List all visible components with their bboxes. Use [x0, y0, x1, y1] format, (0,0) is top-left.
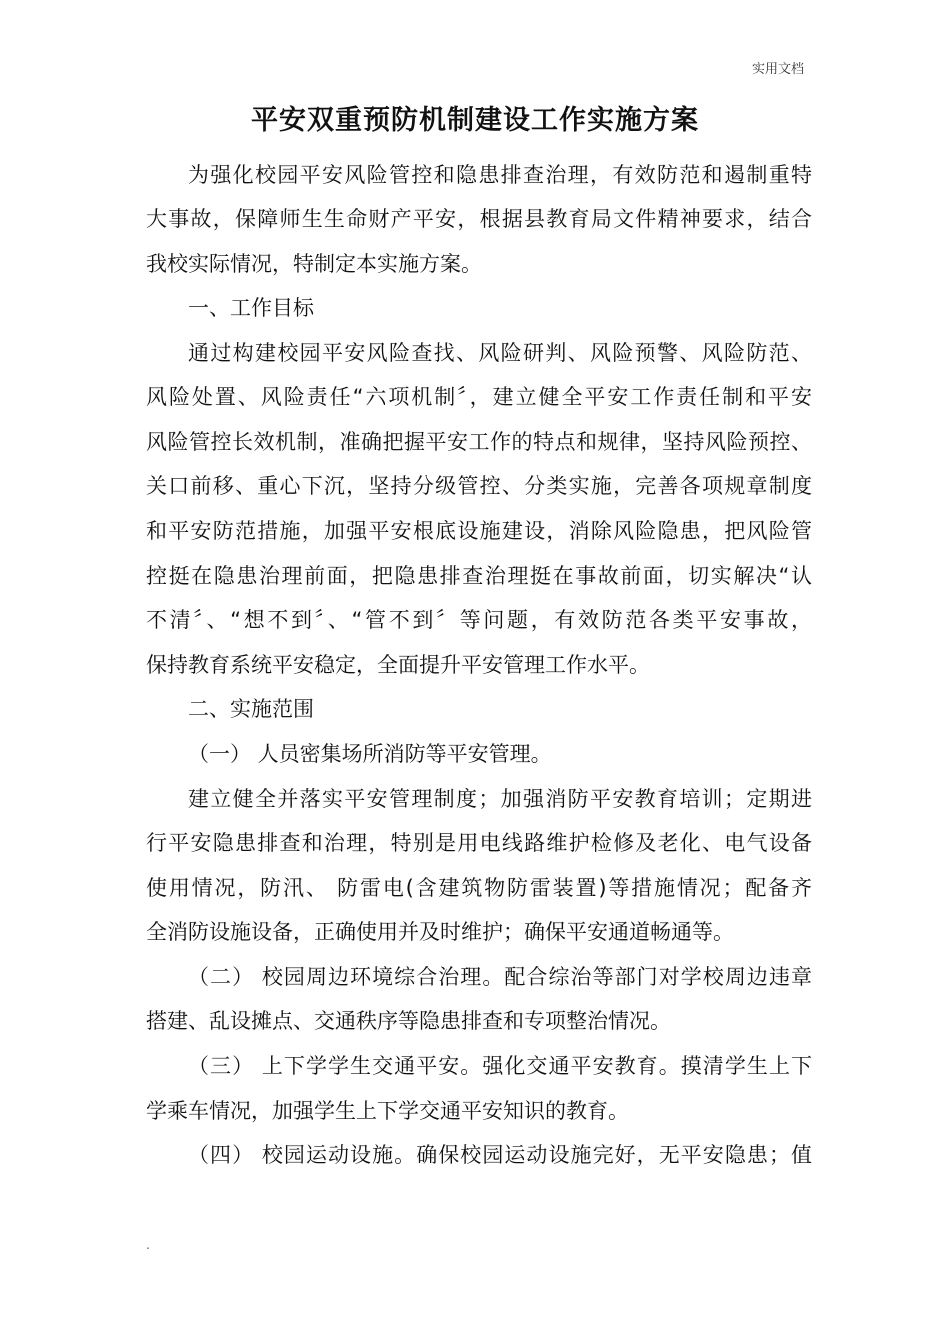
paragraph-line: 学乘车情况，加强学生上下学交通平安知识的教育。: [146, 1099, 629, 1123]
page-header-label: 实用文档: [752, 62, 805, 77]
paragraph-line: 不清〞、“想不到〞、“管不到〞等问题，有效防范各类平安事故，: [146, 608, 812, 632]
paragraph-line: 搭建、乱设摊点、交通秩序等隐患排查和专项整治情况。: [146, 1009, 671, 1033]
section-heading: 二、实施范围: [188, 697, 314, 721]
paragraph-line: 我校实际情况，特制定本实施方案。: [146, 252, 482, 276]
paragraph-line: 为强化校园平安风险管控和隐患排查治理，有效防范和遏制重特: [188, 163, 812, 187]
paragraph-line: 风险管控长效机制，准确把握平安工作的特点和规律，坚持风险预控、: [146, 430, 812, 454]
paragraph-line: 行平安隐患排查和治理，特别是用电线路维护检修及老化、电气设备: [146, 831, 812, 855]
paragraph-line: 使用情况，防汛、 防雷电(含建筑物防雷装置)等措施情况；配备齐: [146, 876, 812, 900]
paragraph-line: 建立健全并落实平安管理制度；加强消防平安教育培训；定期进: [188, 787, 812, 811]
paragraph-line: 大事故，保障师生生命财产平安，根据县教育局文件精神要求，结合: [146, 207, 812, 231]
paragraph-line: （二） 校园周边环境综合治理。配合综治等部门对学校周边违章: [188, 965, 812, 989]
paragraph-line: （三） 上下学学生交通平安。强化交通平安教育。摸清学生上下: [188, 1054, 812, 1078]
document-title: 平安双重预防机制建设工作实施方案: [251, 105, 699, 136]
paragraph-line: 保持教育系统平安稳定，全面提升平安管理工作水平。: [146, 653, 650, 677]
subsection-heading: （一） 人员密集场所消防等平安管理。: [188, 742, 552, 766]
paragraph-line: 控挺在隐患治理前面，把隐患排查治理挺在事故前面，切实解决“认: [146, 564, 812, 588]
paragraph-line: 全消防设施设备，正确使用并及时维护；确保平安通道畅通等。: [146, 920, 734, 944]
paragraph-line: （四） 校园运动设施。确保校园运动设施完好，无平安隐患；值: [188, 1143, 812, 1167]
section-heading: 一、工作目标: [188, 296, 314, 320]
paragraph-line: 关口前移、重心下沉，坚持分级管控、分类实施，完善各项规章制度: [146, 474, 812, 498]
paragraph-line: 通过构建校园平安风险查找、风险研判、风险预警、风险防范、: [188, 341, 812, 365]
page-footer-mark: .: [146, 1238, 150, 1252]
paragraph-line: 风险处置、风险责任“六项机制〞，建立健全平安工作责任制和平安: [146, 385, 812, 409]
paragraph-line: 和平安防范措施，加强平安根底设施建设，消除风险隐患，把风险管: [146, 519, 812, 543]
